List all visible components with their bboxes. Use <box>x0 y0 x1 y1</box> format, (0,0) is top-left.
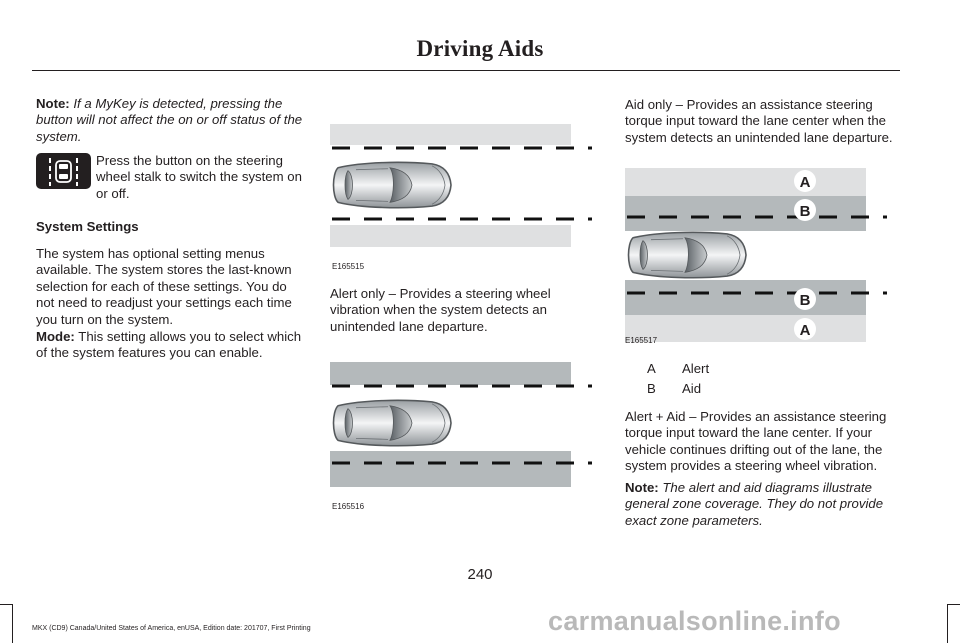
watermark: carmanualsonline.info <box>548 606 841 636</box>
figure-id: E165517 <box>625 336 658 345</box>
note-text: If a MyKey is detected, pressing the button will not affect the on or off status of the system. <box>36 96 303 144</box>
figure-id: E165515 <box>332 262 365 271</box>
zone-label-a-top: A <box>799 174 811 191</box>
legend-key: B <box>647 381 656 396</box>
lane-keeping-button-icon <box>36 153 91 189</box>
alert-aid-paragraph: Alert + Aid – Provides an assistance steering torque input toward the lane center. If your vehicle continues drifting out of the lane, the system provides a steering wheel vibration. <box>625 409 887 474</box>
figure-alert-aid-zones <box>625 168 887 344</box>
zone-label-b-bottom: B <box>799 292 811 309</box>
mode-label: Mode: <box>36 329 75 344</box>
mode-paragraph <box>36 329 306 362</box>
alert-only-paragraph: Alert only – Provides a steering wheel vibration when the system detects an unintended lane departure. <box>330 286 551 334</box>
page-title: Driving Aids <box>416 36 544 61</box>
crop-mark <box>0 604 12 605</box>
zone-label-b-top: B <box>799 203 811 220</box>
note-label: Note: <box>625 480 659 495</box>
page-number: 240 <box>467 566 493 583</box>
figure-alert-only <box>330 124 592 274</box>
crop-mark <box>12 604 13 643</box>
edition-info: MKX (CD9) Canada/United States of America, enUSA, Edition date: 201707, First Printing <box>32 625 311 632</box>
crop-mark <box>948 604 960 605</box>
zone-label-a-bottom: A <box>799 322 811 339</box>
note-mykey <box>36 96 304 145</box>
button-instruction: Press the button on the steering wheel stalk to switch the system on or off. <box>96 153 302 201</box>
note-diagrams <box>625 480 897 529</box>
section-heading: System Settings <box>36 219 139 234</box>
figure-alert-zones <box>330 362 592 490</box>
crop-mark <box>947 604 948 643</box>
legend-key: A <box>647 361 656 376</box>
legend-value: Aid <box>682 381 702 396</box>
note-label: Note: <box>36 96 70 111</box>
header-divider <box>32 70 900 71</box>
note-text: The alert and aid diagrams illustrate general zone coverage. They do not provide exact zone parameters. <box>625 480 884 528</box>
aid-only-paragraph: Aid only – Provides an assistance steering torque input toward the lane center when the system detects an unintended lane departure. <box>625 97 893 145</box>
mode-text: This setting allows you to select which of the system features you can enable. <box>36 329 302 361</box>
figure-id: E165516 <box>332 502 365 511</box>
settings-paragraph: The system has optional setting menus available. The system stores the last-known selection for each of these settings. You do not need to readjust your settings each time you turn on the system. <box>36 246 292 327</box>
legend-value: Alert <box>682 361 710 376</box>
